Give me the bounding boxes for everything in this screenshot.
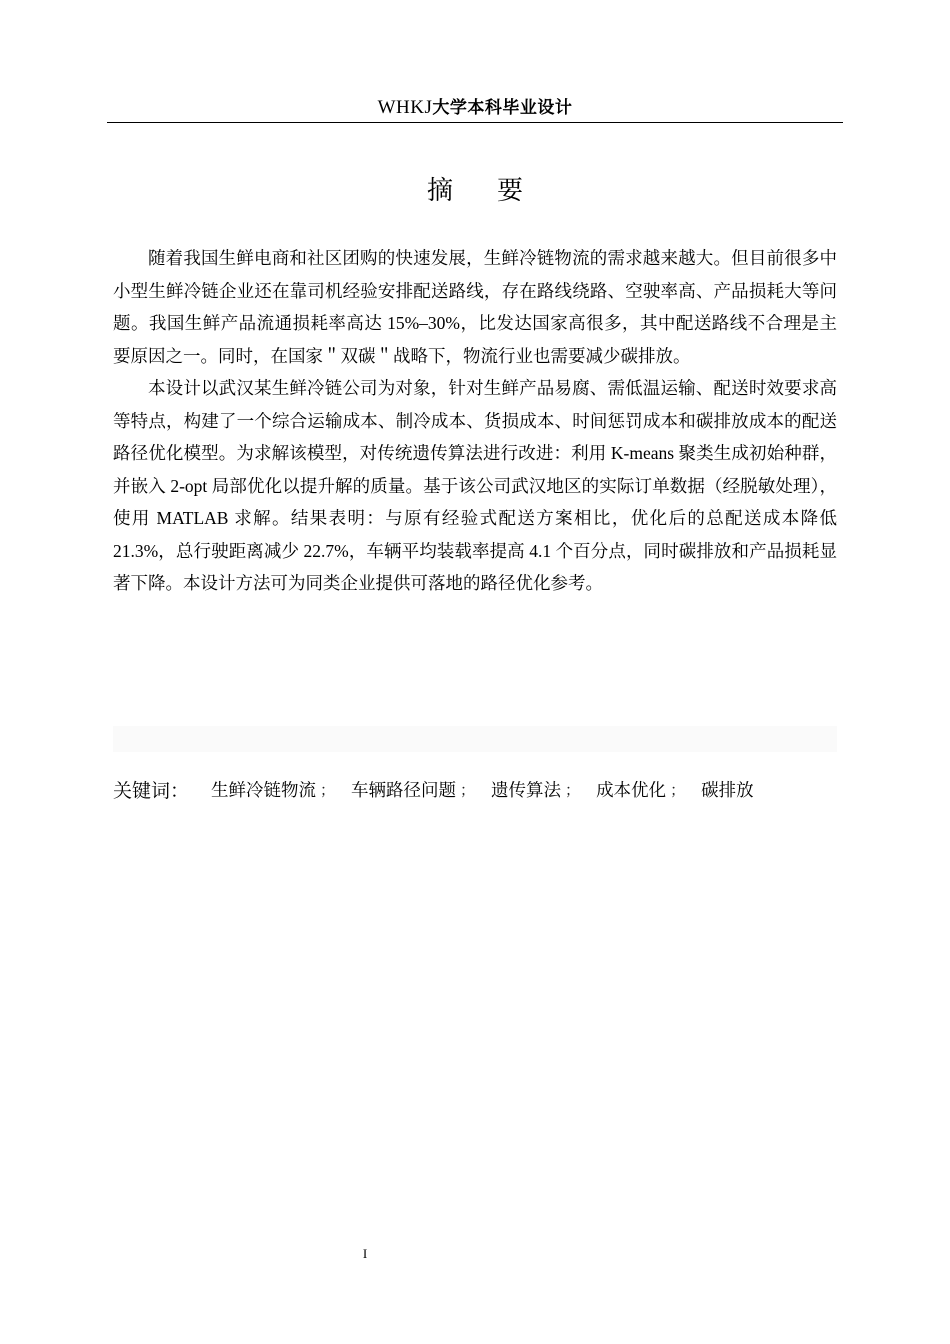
keyword-separator: ； xyxy=(670,782,686,799)
keywords-label: 关键词： xyxy=(113,779,190,802)
abstract-paragraph-1: 随着我国生鲜电商和社区团购的快速发展，生鲜冷链物流的需求越来越大。但目前很多中小型生鲜冷链企业还在靠司机经验安排配送路线，存在路线绕路、空驶率高、产品损耗大等问题。我国生鲜产品流通损耗率高达 15%–30%，比发达国家高很多，其中配送路线不合理是主要原因之一。同时，在国家＂双碳＂战略下，物流行业也需要减少碳排放。 xyxy=(113,248,837,366)
header-title xyxy=(378,98,573,118)
header-school-code: WHKJ xyxy=(377,97,433,118)
abstract-paragraph-2: 本设计以武汉某生鲜冷链公司为对象，针对生鲜产品易腐、需低温运输、配送时效要求高等特点，构建了一个综合运输成本、制冷成本、货损成本、时间惩罚成本和碳排放成本的配送路径优化模型。为求解该模型，对传统遗传算法进行改进：利用 K-means 聚类生成初始种群，并嵌入 2-opt 局部优化以提升解的质量。基于该公司武汉地区的实际订单数据（经脱敏处理），使用 MATLAB 求解。结果表明：与原有经验式配送方案相比，优化后的总配送成本降低 21.3%，总行驶距离减少 22.7%，车辆平均装载率提高 4.1 个百分点，同时碳排放和产品损耗显著下降。本设计方法可为同类企业提供可落地的路径优化参考。 xyxy=(113,378,837,593)
page-header xyxy=(107,94,843,123)
blank-line-band xyxy=(113,726,837,752)
page-number: I xyxy=(362,1246,368,1261)
keyword-item: 遗传算法 xyxy=(491,779,562,800)
keywords-line xyxy=(113,774,837,804)
keyword-separator: ； xyxy=(460,782,476,799)
abstract-title: 摘要 xyxy=(426,176,567,206)
keyword-item: 生鲜冷链物流 xyxy=(211,779,317,800)
abstract-body xyxy=(113,242,837,600)
keyword-item: 成本优化 xyxy=(596,779,667,800)
keyword-separator: ； xyxy=(320,782,336,799)
keyword-item: 车辆路径问题 xyxy=(351,779,457,800)
keyword-separator: ； xyxy=(565,782,581,799)
header-document-type: 大学本科毕业设计 xyxy=(432,98,573,118)
keyword-item: 碳排放 xyxy=(701,779,754,800)
